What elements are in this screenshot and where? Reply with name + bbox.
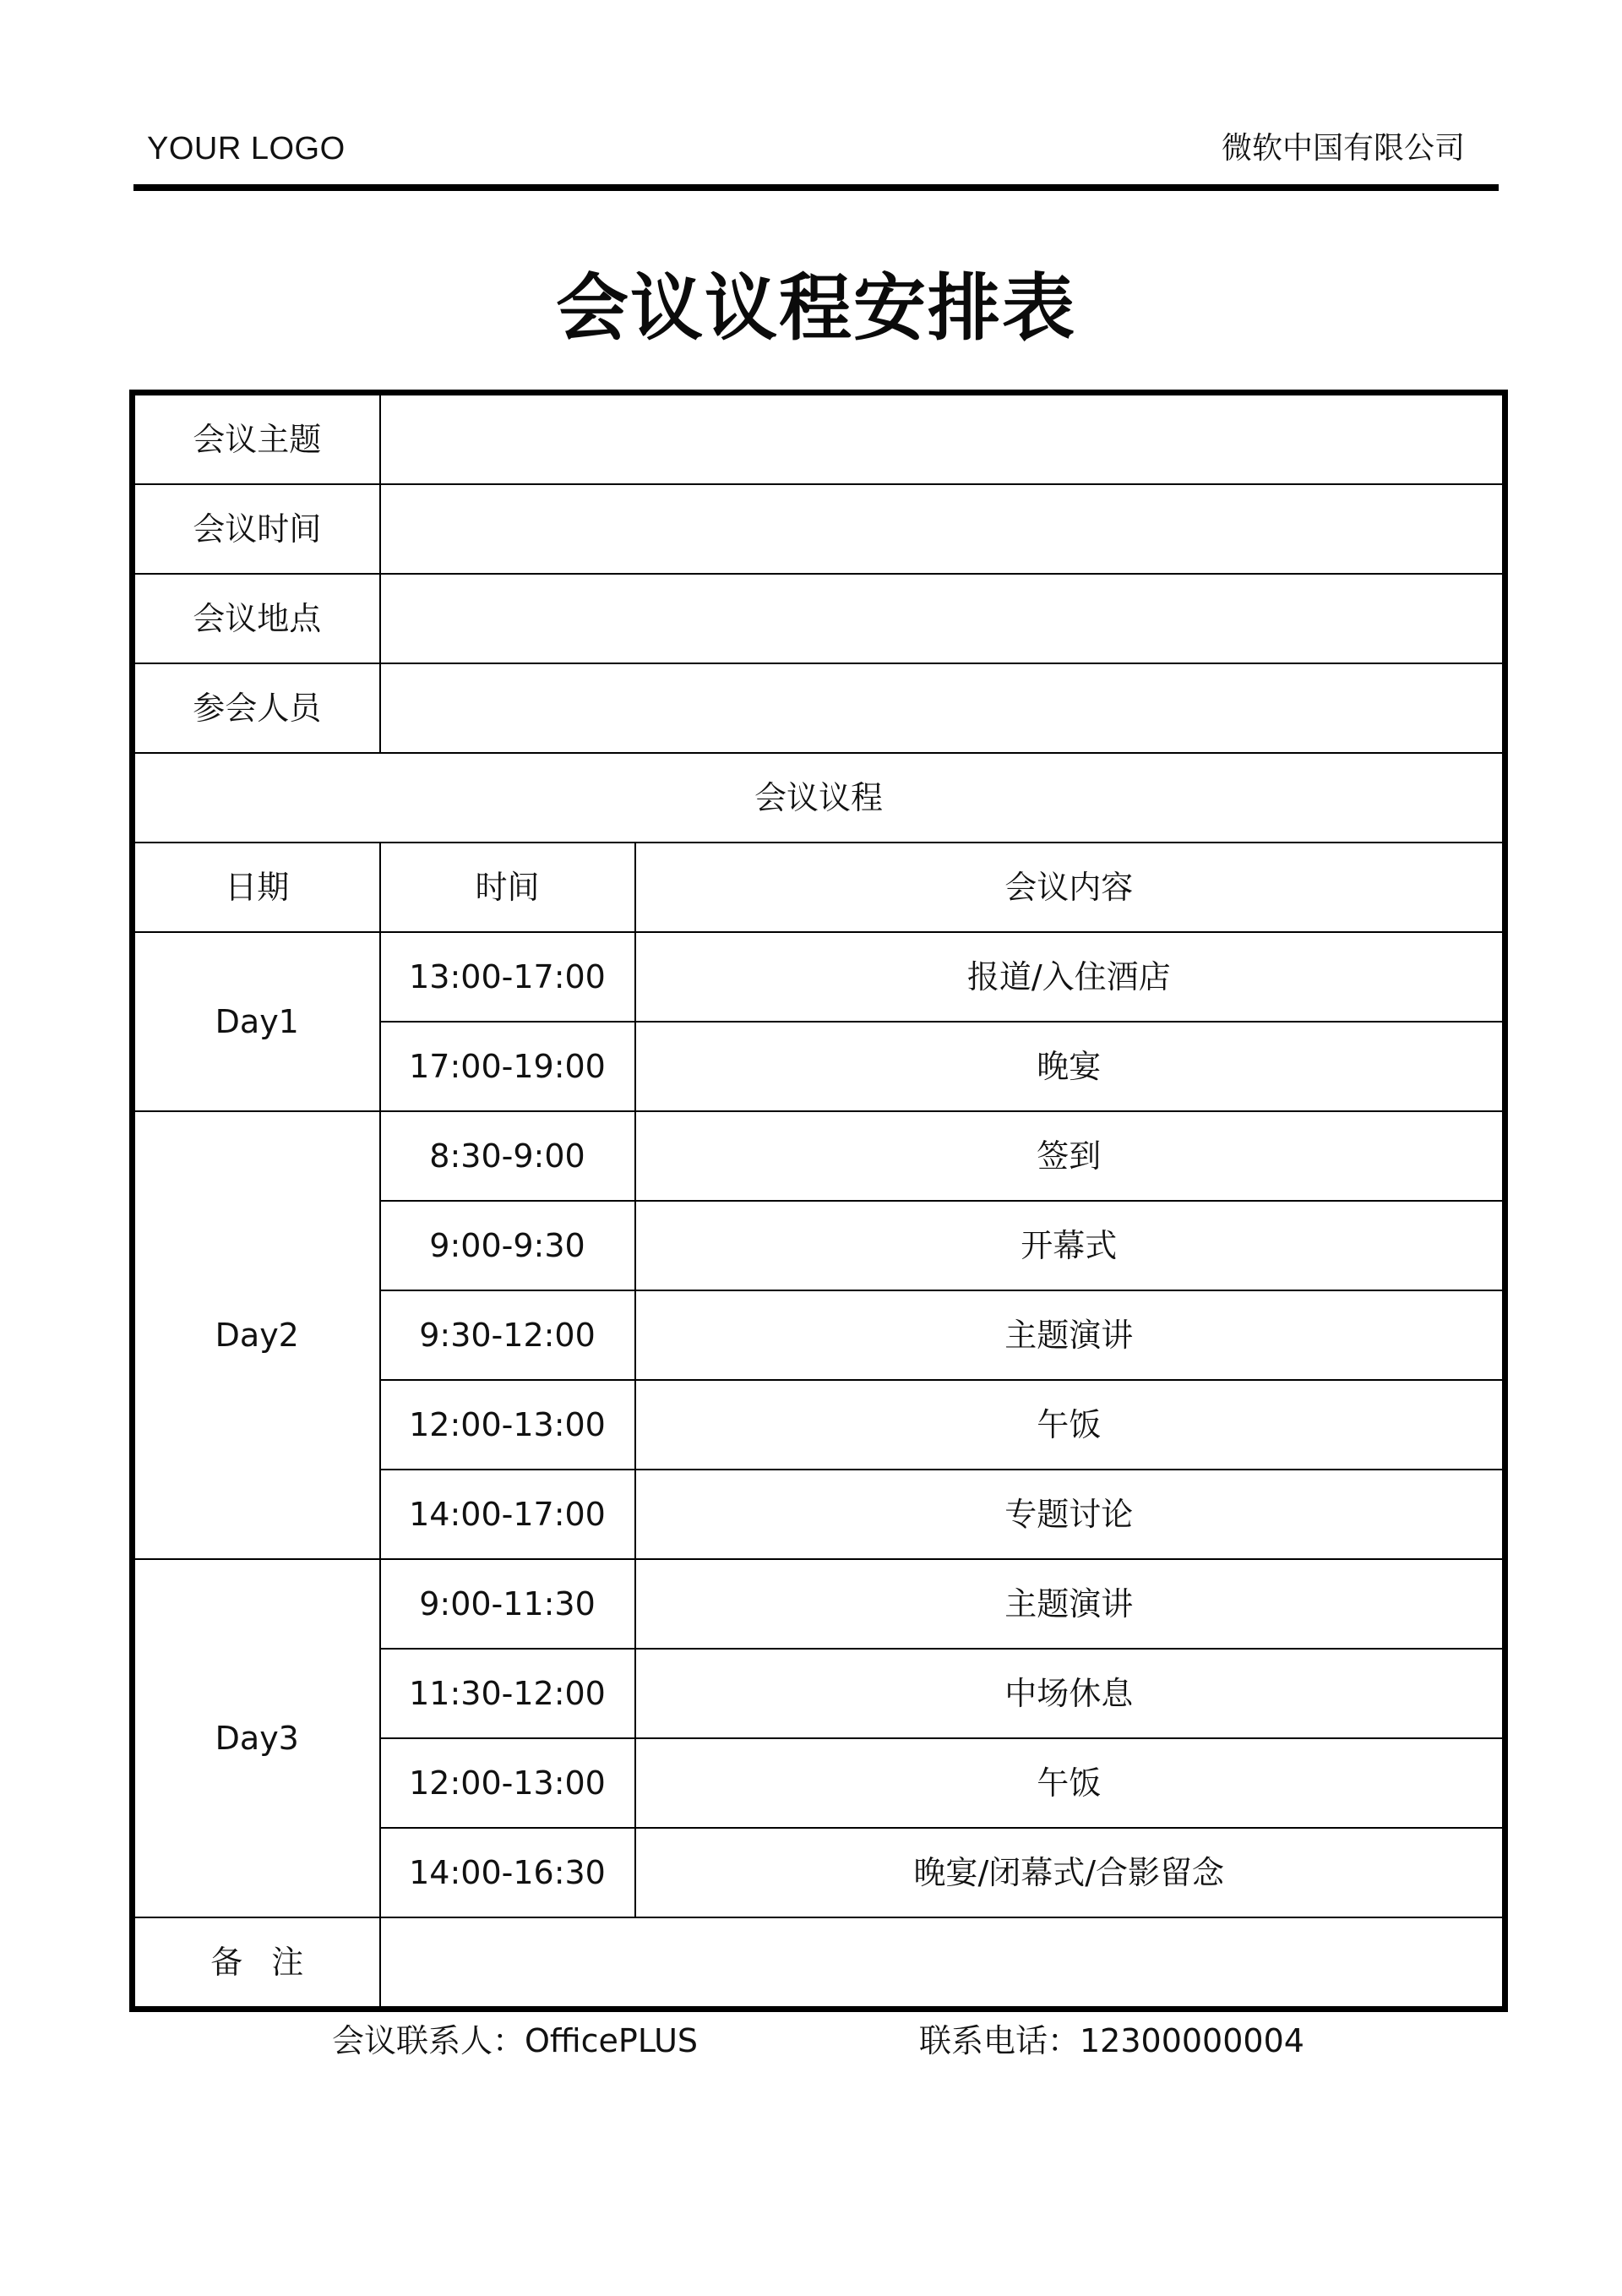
column-header-date: 日期 <box>133 843 380 932</box>
time-field[interactable] <box>380 484 1505 574</box>
table-row <box>133 1559 1505 1649</box>
session-time: 8:30-9:00 <box>380 1111 635 1201</box>
session-time: 12:00-13:00 <box>380 1380 635 1470</box>
topic-field[interactable] <box>380 393 1505 485</box>
session-time: 12:00-13:00 <box>380 1738 635 1828</box>
remarks-field[interactable] <box>380 1917 1505 2010</box>
info-row-attendees <box>133 663 1505 753</box>
table-row <box>133 1111 1505 1201</box>
logo-placeholder: YOUR LOGO <box>147 131 346 166</box>
session-time: 14:00-16:30 <box>380 1828 635 1917</box>
company-name: 微软中国有限公司 <box>1221 131 1465 166</box>
session-time: 9:00-11:30 <box>380 1559 635 1649</box>
table-row <box>133 932 1505 1022</box>
document-title: 会议议程安排表 <box>556 266 1076 351</box>
session-content: 专题讨论 <box>635 1470 1505 1559</box>
day-label: Day1 <box>133 932 380 1111</box>
info-label: 会议地点 <box>133 574 380 663</box>
agenda-section-title: 会议议程 <box>133 753 1505 843</box>
column-header-content: 会议内容 <box>635 843 1505 932</box>
info-label: 会议主题 <box>133 393 380 485</box>
info-row-location <box>133 574 1505 663</box>
session-time: 14:00-17:00 <box>380 1470 635 1559</box>
location-field[interactable] <box>380 574 1505 663</box>
agenda-table <box>129 390 1508 2012</box>
session-time: 13:00-17:00 <box>380 932 635 1022</box>
info-row-time <box>133 484 1505 574</box>
session-content: 主题演讲 <box>635 1290 1505 1380</box>
session-time: 9:30-12:00 <box>380 1290 635 1380</box>
session-time: 17:00-19:00 <box>380 1022 635 1111</box>
session-content: 主题演讲 <box>635 1559 1505 1649</box>
info-row-topic <box>133 393 1505 485</box>
session-content: 报道/入住酒店 <box>635 932 1505 1022</box>
session-content: 午饭 <box>635 1380 1505 1470</box>
session-content: 开幕式 <box>635 1201 1505 1290</box>
session-time: 11:30-12:00 <box>380 1649 635 1738</box>
column-header-time: 时间 <box>380 843 635 932</box>
page-header <box>133 127 1499 191</box>
day-label: Day2 <box>133 1111 380 1559</box>
day-label: Day3 <box>133 1559 380 1917</box>
session-content: 晚宴/闭幕式/合影留念 <box>635 1828 1505 1917</box>
session-content: 午饭 <box>635 1738 1505 1828</box>
session-time: 9:00-9:30 <box>380 1201 635 1290</box>
info-label: 参会人员 <box>133 663 380 753</box>
column-header-row <box>133 843 1505 932</box>
session-content: 中场休息 <box>635 1649 1505 1738</box>
remarks-row <box>133 1917 1505 2010</box>
agenda-section-row <box>133 753 1505 843</box>
session-content: 签到 <box>635 1111 1505 1201</box>
footer-phone: 联系电话：12300000004 <box>919 2022 1304 2059</box>
attendees-field[interactable] <box>380 663 1505 753</box>
remarks-label: 备注 <box>133 1917 380 2010</box>
info-label: 会议时间 <box>133 484 380 574</box>
footer-contact: 会议联系人：OfficePLUS <box>332 2022 699 2059</box>
session-content: 晚宴 <box>635 1022 1505 1111</box>
